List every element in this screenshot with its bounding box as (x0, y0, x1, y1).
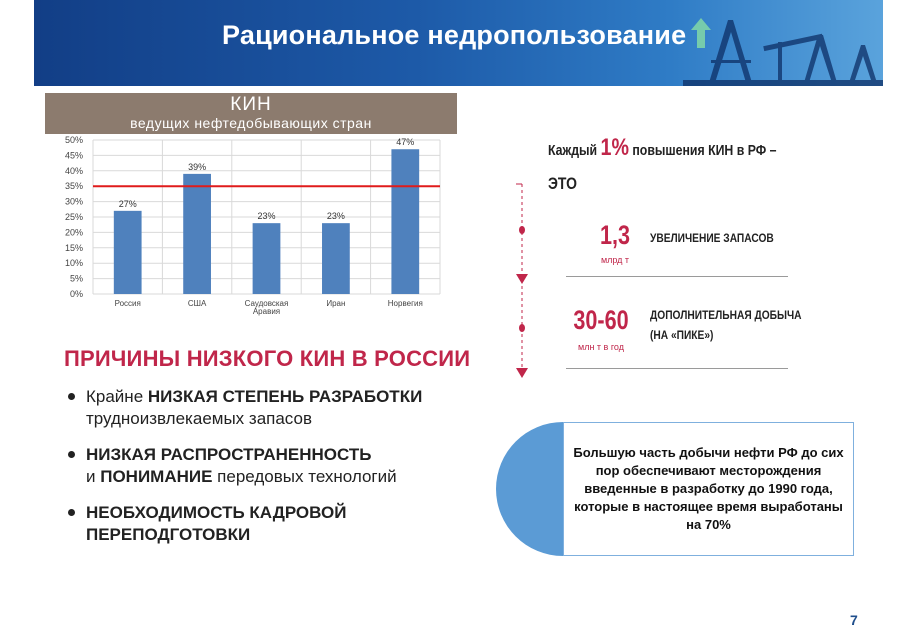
oil-pump-illustration (683, 0, 883, 86)
reasons-list (66, 386, 466, 560)
reason-item: НИЗКАЯ РАСПРОСТРАНЕННОСТЬ и ПОНИМАНИЕ передовых технологий (66, 444, 466, 488)
y-tick-label: 15% (64, 242, 83, 253)
x-tick-label: Аравия (252, 307, 281, 316)
bar (391, 149, 419, 294)
y-tick-label: 10% (64, 258, 83, 269)
divider (566, 276, 788, 277)
bullet-icon (68, 393, 75, 400)
bar (183, 174, 211, 294)
metric-value-production: 30-60 (573, 305, 629, 335)
bullet-icon (68, 509, 75, 516)
metric-value-reserves: 1,3 (599, 220, 631, 250)
effect-title: Каждый 1% повышения КИН в РФ – (548, 134, 777, 161)
y-tick-label: 5% (69, 273, 83, 284)
y-tick-label: 25% (64, 212, 83, 222)
timeline-arrow (512, 180, 532, 380)
chart-title: КИН (230, 94, 272, 115)
kin-bar-chart (45, 134, 457, 320)
divider (566, 368, 788, 369)
metric-unit-production: млн т в год (578, 342, 624, 352)
page-title: Рациональное недропользование (222, 20, 687, 50)
bullet-icon (68, 451, 75, 458)
y-tick-label: 30% (64, 196, 83, 207)
x-tick-label: Саудовская (244, 299, 289, 308)
data-label: 27% (118, 198, 137, 209)
data-label: 39% (188, 161, 207, 172)
data-label: 23% (326, 211, 345, 222)
x-tick-label: Россия (114, 299, 141, 308)
reasons-title: ПРИЧИНЫ НИЗКОГО КИН В РОССИИ (64, 346, 471, 371)
bar (253, 223, 281, 294)
metric-desc-reserves: УВЕЛИЧЕНИЕ ЗАПАСОВ (650, 231, 774, 245)
data-label: 47% (396, 137, 415, 148)
bar (114, 211, 142, 294)
bar (322, 223, 350, 294)
callout-text: Большую часть добычи нефти РФ до сих пор обеспечивают месторождения введенные в разработку до 1990 года, которые в настоящее время выработаны на 70% (573, 445, 844, 532)
effect-title-line2: ЭТО (548, 174, 577, 193)
metric-unit-reserves: млрд т (600, 255, 630, 265)
x-tick-label: США (187, 299, 207, 308)
y-tick-label: 50% (64, 135, 83, 145)
chart-header (45, 93, 457, 134)
chart-subtitle: ведущих нефтедобывающих стран (130, 115, 372, 131)
y-tick-label: 35% (64, 181, 83, 192)
reason-item: Крайне НИЗКАЯ СТЕПЕНЬ РАЗРАБОТКИ трудноизвлекаемых запасов (66, 386, 466, 430)
x-tick-label: Норвегия (387, 299, 423, 308)
y-tick-label: 0% (69, 289, 83, 299)
y-tick-label: 20% (64, 227, 83, 238)
metric-desc-production: ДОПОЛНИТЕЛЬНАЯ ДОБЫЧА (НА «ПИКЕ») (650, 308, 802, 342)
y-tick-label: 40% (64, 165, 83, 176)
page-number: 7 (850, 612, 858, 628)
header-banner (34, 0, 883, 86)
x-tick-label: Иран (326, 299, 346, 308)
y-tick-label: 45% (64, 150, 83, 161)
callout-box (563, 422, 854, 556)
reason-item: НЕОБХОДИМОСТЬ КАДРОВОЙ ПЕРЕПОДГОТОВКИ (66, 502, 466, 546)
data-label: 23% (257, 211, 276, 222)
